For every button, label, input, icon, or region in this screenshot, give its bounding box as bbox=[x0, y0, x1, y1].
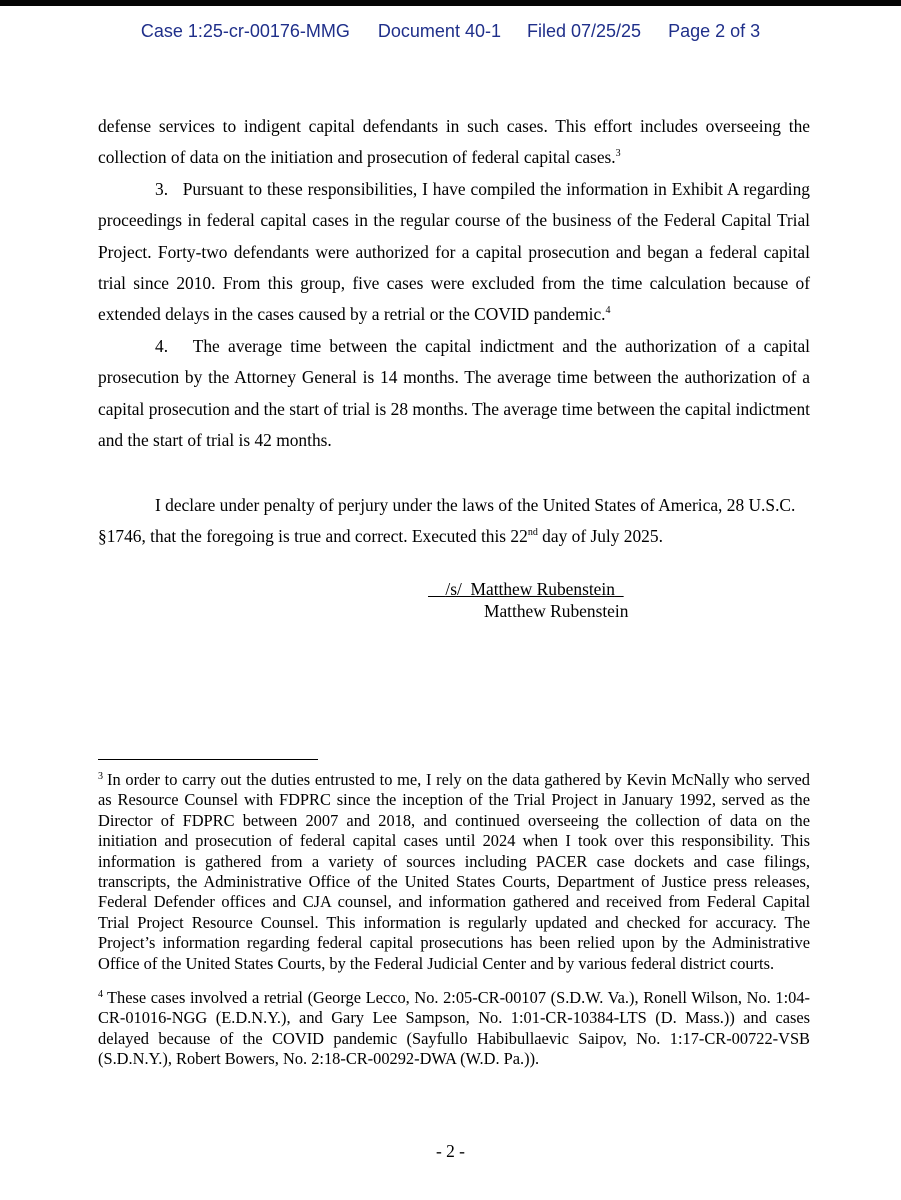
top-border bbox=[0, 0, 901, 6]
paragraph-number: 4. bbox=[155, 335, 169, 356]
footnote-ref-4[interactable]: 4 bbox=[605, 305, 611, 317]
signer-name: Matthew Rubenstein bbox=[484, 601, 629, 621]
footnote-number: 3 bbox=[98, 771, 103, 782]
page-indicator: Page 2 of 3 bbox=[668, 21, 761, 41]
paragraph-number: 3. bbox=[155, 178, 169, 199]
signature-line bbox=[428, 579, 624, 599]
paragraph-3 bbox=[98, 174, 810, 331]
footnote-number: 4 bbox=[98, 989, 103, 1001]
paragraph-4 bbox=[98, 331, 810, 457]
footnote-3 bbox=[98, 770, 810, 974]
paragraph-text: Pursuant to these responsibilities, I have compiled the information in Exhibit A regarding proceedings in federal capital cases in the regular course of the business of the Federal Capital Trial Project. Forty-two defendants were authorized for a capital prosecution and began a federal capital trial since 2010. From this group, five cases were excluded from the time calculation because of extended delays in the cases caused by a retrial or the COVID pandemic. bbox=[98, 178, 810, 325]
penalty-declaration bbox=[98, 490, 810, 553]
footnote-divider bbox=[98, 759, 318, 760]
footnote-ref-3[interactable]: 3 bbox=[615, 148, 621, 160]
paragraph-text: The average time between the capital indictment and the authorization of a capital prosecution by the Attorney General is 14 months. The average time between the authorization of a capital prosecution and the start of trial is 28 months. The average time between the capital indictment and the start of trial is 42 months. bbox=[98, 335, 810, 451]
paragraph-text: defense services to indigent capital defendants in such cases. This effort includes overseeing the collection of data on the initiation and prosecution of federal capital cases. bbox=[98, 116, 810, 168]
page-number: - 2 - bbox=[436, 1141, 465, 1161]
ordinal-suffix: nd bbox=[527, 527, 538, 539]
case-number: Case 1:25-cr-00176-MMG bbox=[140, 21, 350, 41]
footnote-4 bbox=[98, 988, 810, 1070]
footnote-text: These cases involved a retrial (George Lecco, No. 2:05-CR-00107 (S.D.W. Va.), Ronell Wilson, No. 1:04-CR-01016-NGG (E.D.N.Y.), and Gary Lee Sampson, No. 1:01-CR-10384-LTS (D. Mass.)) and cases delayed because of the COVID pandemic (Sayfullo Habibullaevic Saipov, No. 1:17-CR-00722-VSB (S.D.N.Y.), Robert Bowers, No. 2:18-CR-00292-DWA (W.D. Pa.)). bbox=[98, 988, 810, 1069]
case-header bbox=[0, 21, 901, 42]
declaration-date: day of July 2025. bbox=[537, 526, 663, 547]
footnotes bbox=[98, 770, 810, 1084]
document-number: Document 40-1 bbox=[377, 21, 501, 41]
footnote-text: In order to carry out the duties entrusted to me, I rely on the data gathered by Kevin McNally who served as Resource Counsel with FDPRC since the inception of the Trial Project in January 1992, served as the Director of FDPRC between 2007 and 2018, and continued overseeing the collection of data on the initiation and prosecution of federal capital cases until 2024 when I took over this responsibility. This information is gathered from a variety of sources including PACER case dockets and case filings, transcripts, the Administrative Office of the United States Courts, Department of Justice press releases, Federal Defender offices and CJA counsel, and information gathered and received from Federal Capital Trial Project Resource Counsel. This information is regularly updated and checked for accuracy. The Project’s information regarding federal capital prosecutions has been relied upon by the Administrative Office of the United States Courts, by the Federal Judicial Center and by various federal district courts. bbox=[98, 770, 810, 973]
declaration-body bbox=[98, 111, 810, 456]
paragraph-2-continued bbox=[98, 111, 810, 174]
signature-text: /s/ Matthew Rubenstein bbox=[445, 579, 615, 599]
signature-block bbox=[428, 578, 628, 622]
filed-date: Filed 07/25/25 bbox=[526, 21, 642, 41]
declaration-text: I declare under penalty of perjury under the laws of the United States of America, 28 U.S.C. §1746, that the foregoing is true and correct. Executed this 22 bbox=[98, 495, 796, 547]
